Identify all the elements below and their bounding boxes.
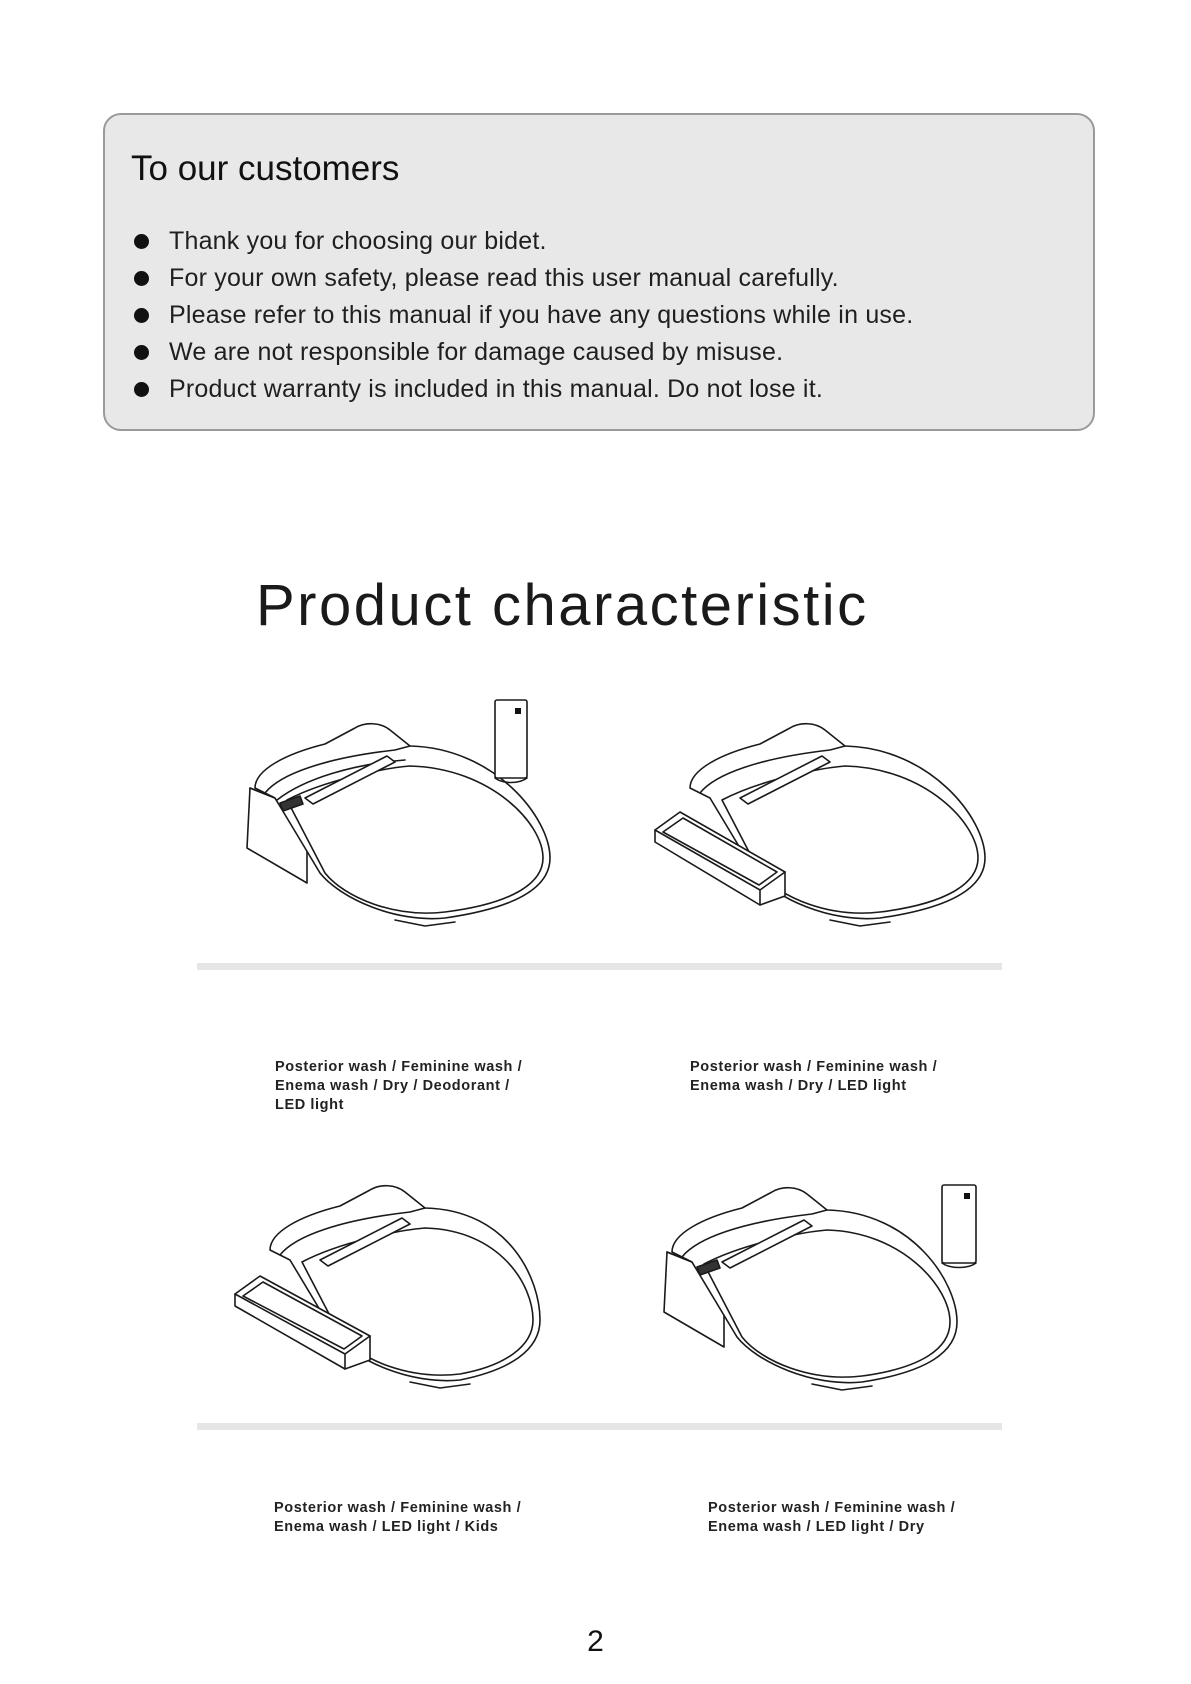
bullet-icon [134,382,149,397]
product-illustration-1 [245,708,575,933]
bullet-icon [134,345,149,360]
notice-item [131,297,913,334]
product-features-3: Posterior wash / Feminine wash / Enema wash / LED light / Kids [274,1500,522,1535]
bullet-icon [134,271,149,286]
notice-list [131,223,913,408]
notice-item-text: Thank you for choosing our bidet. [169,227,547,255]
notice-title: To our customers [131,149,400,188]
product-features-2: Posterior wash / Feminine wash / Enema wash / Dry / LED light [690,1059,938,1094]
notice-item [131,260,913,297]
bullet-icon [134,308,149,323]
bidet-seat-with-side-panel-icon [235,1172,565,1397]
bullet-icon [134,234,149,249]
bidet-seat-with-side-panel-icon [655,710,985,935]
customer-notice-box [103,113,1095,431]
product-features-4: Posterior wash / Feminine wash / Enema wash / LED light / Dry [708,1500,956,1535]
section-divider [197,963,1002,970]
notice-item [131,371,913,408]
notice-item-text: Product warranty is included in this manual. Do not lose it. [169,375,823,403]
section-title: Product characteristic [256,573,869,638]
notice-item-text: We are not responsible for damage caused by misuse. [169,338,784,366]
bidet-seat-with-remote-icon [245,708,575,933]
product-illustration-3 [235,1172,565,1397]
notice-item-text: For your own safety, please read this user manual carefully. [169,264,839,292]
page-number: 2 [587,1625,604,1658]
product-illustration-4 [662,1172,992,1397]
section-divider [197,1423,1002,1430]
notice-item [131,334,913,371]
bidet-seat-with-remote-icon [662,1172,992,1397]
notice-item-text: Please refer to this manual if you have any questions while in use. [169,301,914,329]
product-illustration-2 [655,710,985,935]
notice-item [131,223,913,260]
product-features-1: Posterior wash / Feminine wash / Enema wash / Dry / Deodorant / LED light [275,1059,523,1113]
